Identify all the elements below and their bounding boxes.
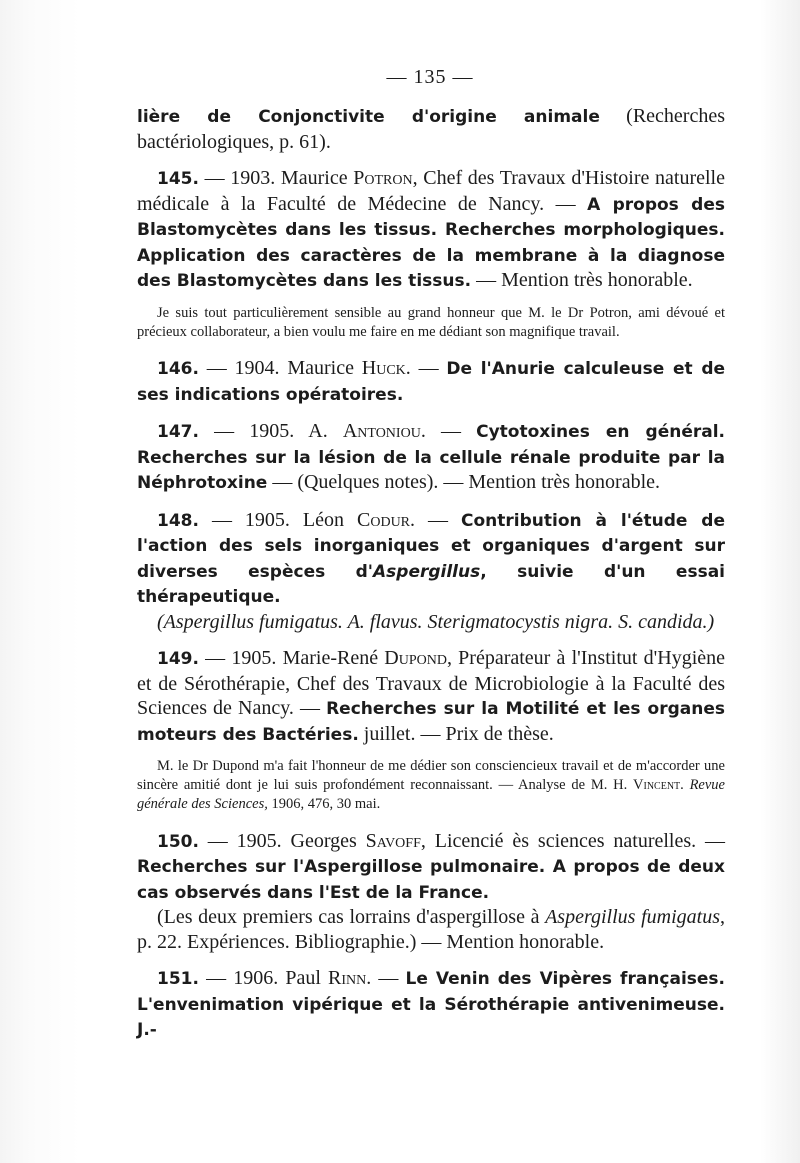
entry-title: Recherches sur la Motilité et les organes moteurs des Bactéries. <box>137 699 726 745</box>
entry-150-details <box>137 905 725 954</box>
entry-date: — 1905. Georges <box>198 829 366 852</box>
entry-title: A propos des Blastomycètes dans les tissus. Recherches morphologiques. Application des caractères de la membrane à la diagnose des Blastomycètes dans les tissus. <box>137 194 726 291</box>
entry-date: — 1906. Paul <box>198 967 329 989</box>
entry-145-note: Je suis tout particulièrement sensible au grand honneur que M. le Dr Potron, ami dévoué et précieux collaborateur, a bien voulu me faire en me dédiant son magnifique travail. <box>137 304 725 340</box>
author-name: Dupond <box>384 647 447 669</box>
author-name: Huck <box>361 357 406 379</box>
page-number: — 135 — <box>386 66 474 88</box>
author-affiliation: , Préparateur à l'Institut d'Hygiène et de Sérothérapie, Chef des Travaux de Microbiologie à la Faculté des Sciences de Nancy. — <box>137 647 725 719</box>
entry-number: 146. <box>157 359 199 379</box>
author-name: Rinn <box>328 967 367 989</box>
entry-149-note <box>137 757 725 814</box>
entry-150 <box>137 829 725 906</box>
entry-separator: . — <box>420 420 477 442</box>
entry-title: Le Venin des Vipères françaises. L'envenimation vipérique et la Sérothérapie antivenimeuse. J.- <box>137 969 726 1040</box>
author-name: Potron <box>353 167 413 189</box>
entry-title-italic: Aspergillus <box>373 561 481 582</box>
entry-date: — 1903. Maurice <box>198 167 354 189</box>
entry-148-species: (Aspergillus fumigatus. A. flavus. Sterigmatocystis nigra. S. candida.) <box>157 610 715 633</box>
entry-number: 145. <box>157 169 199 189</box>
entry-tail: — (Quelques notes). — Mention très honorable. <box>267 471 661 493</box>
author-name: Codur <box>357 508 411 531</box>
entry-148 <box>137 508 725 610</box>
entry-separator: . — <box>366 967 406 989</box>
note-journal: Revue générale des Sciences, <box>137 777 725 812</box>
entry-149 <box>137 646 725 747</box>
entry-number: 149. <box>157 649 199 669</box>
entry-separator: . — <box>405 357 447 379</box>
entry-147 <box>137 419 725 496</box>
note-sep: . <box>680 777 690 793</box>
author-name: Antoniou <box>342 420 421 442</box>
entry-separator: . — <box>410 508 462 531</box>
entry-tail: — Mention très honorable. <box>471 269 693 291</box>
entry-date: — 1905. Marie-René <box>198 647 385 669</box>
entry-number: 147. <box>157 422 199 442</box>
details-species: Aspergillus fumigatus <box>545 906 720 928</box>
author-affiliation: , Chef des Travaux d'Histoire naturelle médicale à la Faculté de Médecine de Nancy. — <box>137 167 725 215</box>
author-affiliation: , Licencié ès sciences naturelles. — <box>420 829 726 852</box>
note-text: M. le Dr Dupond m'a fait l'honneur de me dédier son consciencieux travail et de m'accorder une sincère amitié dont je lui suis profondément reconnaissant. — Analyse de M. H. <box>137 758 725 793</box>
details-text: (Les deux premiers cas lorrains d'aspergillose à <box>157 906 546 928</box>
entry-tail: juillet. — Prix de thèse. <box>358 722 554 745</box>
entry-146 <box>137 356 725 407</box>
entry-title: De l'Anurie calculeuse et de ses indications opératoires. <box>137 359 726 405</box>
details-tail: , p. 22. Expériences. Bibliographie.) — Mention honorable. <box>137 906 725 953</box>
entry-title: Contribution à l'étude de l'action des sels inorganiques et organiques d'argent sur diverses espèces d' <box>137 510 726 582</box>
entry-151 <box>137 966 725 1043</box>
entry-number: 151. <box>157 969 199 989</box>
entry-number: 148. <box>157 510 199 531</box>
note-ref: 1906, 476, 30 mai. <box>267 796 381 812</box>
entry-date: — 1904. Maurice <box>198 357 362 379</box>
entry-title: Recherches sur l'Aspergillose pulmonaire. A propos de deux cas observés dans l'Est de la France. <box>137 857 725 903</box>
note-author: Vincent <box>633 777 681 793</box>
intro-paragraph <box>137 104 725 154</box>
entry-number: 150. <box>157 831 199 852</box>
author-name: Savoff <box>365 829 421 852</box>
intro-title: lière de Conjonctivite d'origine animale <box>137 107 600 127</box>
entry-date: — 1905. A. <box>198 420 343 442</box>
entry-title-end: , suivie d'un essai thérapeutique. <box>137 561 725 607</box>
entry-145 <box>137 166 725 294</box>
intro-rest: (Recherches bactériologiques, p. 61). <box>137 105 725 153</box>
entry-date: — 1905. Léon <box>198 508 358 531</box>
entry-title: Cytotoxines en général. Recherches sur la lésion de la cellule rénale produite par la Néphrotoxine <box>137 422 726 493</box>
page-content <box>137 104 725 1043</box>
